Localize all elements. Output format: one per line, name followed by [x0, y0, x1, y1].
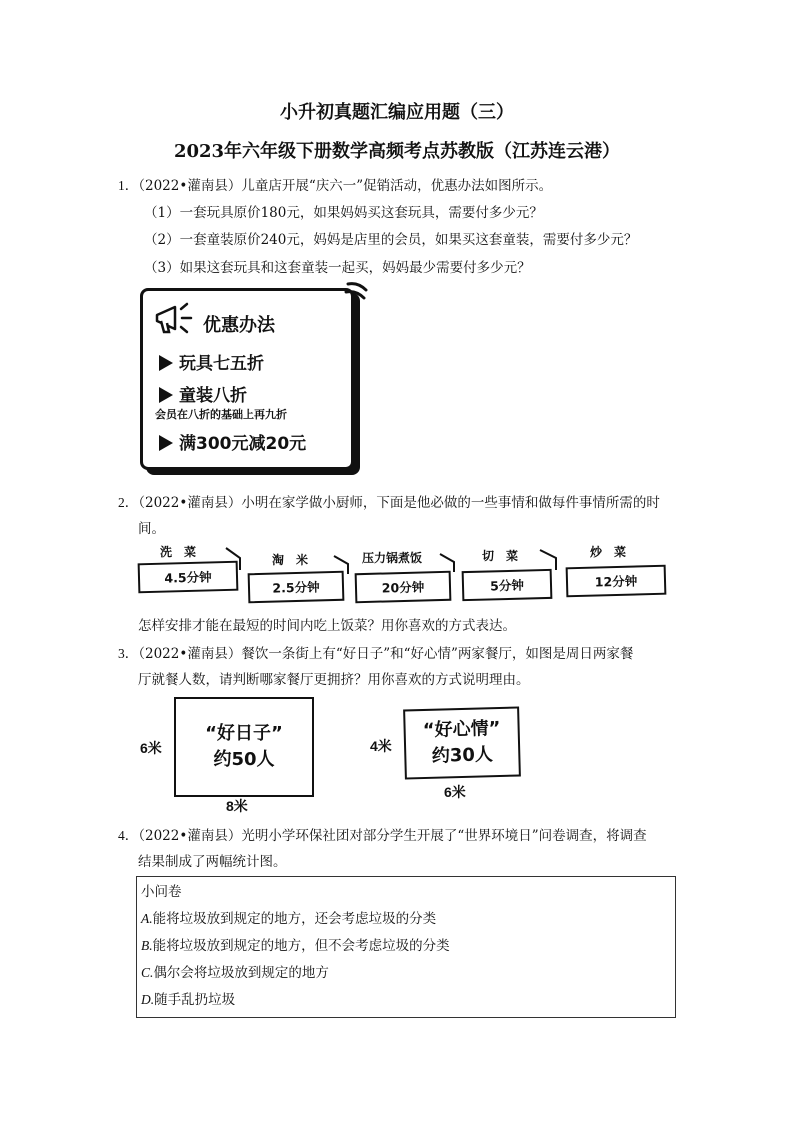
survey-option-b: B.能将垃圾放到规定的地方，但不会考虑垃圾的分类 [141, 938, 450, 954]
question-4-stem: 4．（2022•灌南县）光明小学环保社团对部分学生开展了“世界环境日”问卷调查，将调查 [118, 828, 647, 844]
survey-option-d: D.随手乱扔垃圾 [141, 992, 236, 1008]
page-subtitle: 2023年六年级下册数学高频考点苏教版（江苏连云港） [173, 141, 621, 162]
question-1-sub-2: （2）一套童装原价240元，妈妈是店里的会员，如果买这套童装，需要付多少元？ [144, 232, 638, 248]
restaurant-haoxinqing-width: 6米 [444, 784, 466, 800]
survey-title: 小问卷 [141, 884, 182, 900]
task-label-wash: 洗 菜 [160, 545, 197, 559]
question-2-stem-cont: 间。 [138, 521, 165, 537]
restaurant-haorizi-name: “好日子” [205, 723, 283, 744]
restaurant-haoxinqing-people: 约30人 [431, 744, 494, 767]
restaurant-haoxinqing-height: 4米 [370, 738, 392, 754]
arrow-icon [159, 355, 173, 371]
question-1-sub-1: （1）一套玩具原价180元，如果妈妈买这套玩具，需要付多少元？ [144, 205, 543, 221]
question-2-stem: 2．（2022•灌南县）小明在家学做小厨师，下面是他必做的一些事情和做每件事情所需的时 [118, 495, 660, 511]
promo-board [140, 288, 354, 470]
promo-rule-clothing: 童装八折 [159, 381, 247, 406]
question-3-stem-cont: 厅就餐人数，请判断哪家餐厅更拥挤？用你喜欢的方式说明理由。 [138, 672, 530, 688]
corner-curl-decoration [342, 280, 372, 302]
task-time-cook-rice: 20分钟 [355, 571, 452, 604]
restaurant-haorizi-height: 6米 [140, 740, 162, 756]
question-4-stem-cont: 结果制成了两幅统计图。 [138, 854, 287, 870]
task-label-cook-rice: 压力锅煮饭 [362, 551, 423, 565]
megaphone-icon [153, 301, 197, 335]
page-title: 小升初真题汇编应用题（三） [280, 102, 514, 123]
task-time-stir-fry: 12分钟 [566, 565, 667, 598]
restaurant-haorizi-width: 8米 [226, 798, 248, 814]
promo-heading: 优惠办法 [203, 315, 275, 336]
task-label-stir-fry: 炒 菜 [590, 545, 627, 559]
question-1-sub-3: （3）如果这套玩具和这套童装一起买，妈妈最少需要付多少元？ [144, 260, 531, 276]
promo-rule-member-note: 会员在八折的基础上再九折 [155, 408, 287, 421]
restaurant-haoxinqing-name: “好心情” [422, 717, 501, 742]
survey-box [136, 876, 676, 1018]
task-tag-connectors [0, 540, 794, 610]
task-time-cut: 5分钟 [462, 569, 553, 601]
survey-option-c: C.偶尔会将垃圾放到规定的地方 [141, 965, 329, 981]
question-3-stem: 3．（2022•灌南县）餐饮一条街上有“好日子”和“好心情”两家餐厅，如图是周日两家餐 [118, 646, 634, 662]
question-1-stem: 1．（2022•灌南县）儿童店开展“庆六一”促销活动，优惠办法如图所示。 [118, 178, 553, 194]
survey-option-a: A.能将垃圾放到规定的地方，还会考虑垃圾的分类 [141, 911, 437, 927]
restaurant-haorizi-people: 约50人 [213, 749, 275, 770]
task-label-rice: 淘 米 [272, 553, 309, 567]
promo-rule-threshold: 满300元减20元 [159, 429, 306, 454]
task-time-wash: 4.5分钟 [138, 561, 239, 594]
restaurant-haoxinqing [403, 706, 521, 779]
task-time-rice: 2.5分钟 [248, 571, 345, 604]
arrow-icon [159, 435, 173, 451]
promo-rule-toys: 玩具七五折 [159, 349, 264, 374]
question-2-question: 怎样安排才能在最短的时间内吃上饭菜？用你喜欢的方式表达。 [138, 618, 516, 634]
task-sequence [0, 540, 794, 610]
arrow-icon [159, 387, 173, 403]
restaurant-haorizi [174, 697, 314, 797]
task-label-cut: 切 菜 [482, 549, 519, 563]
